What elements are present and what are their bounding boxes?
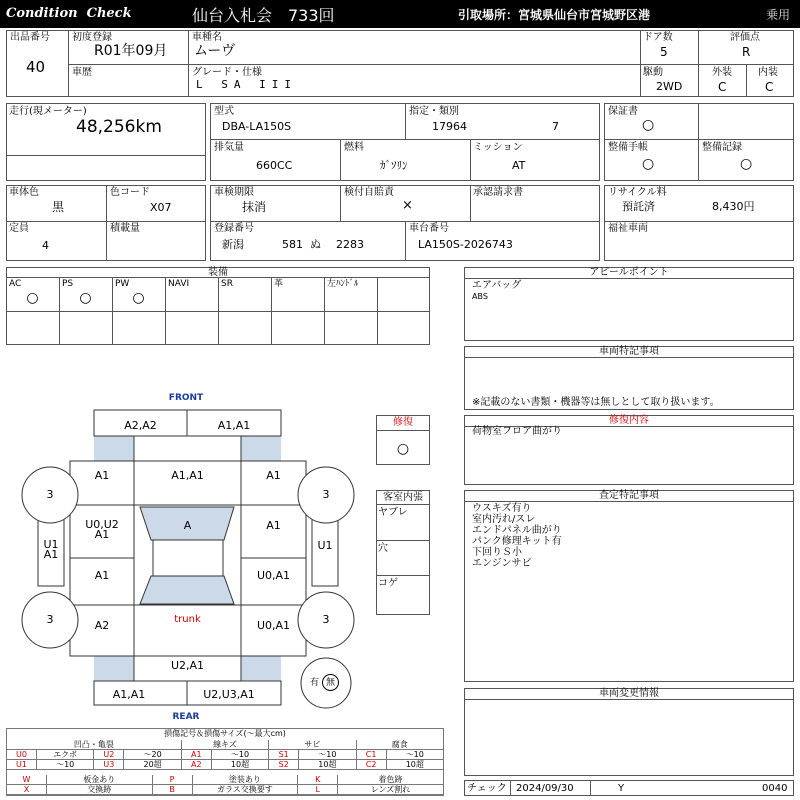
recycle-fee: 8,430円 — [712, 200, 755, 213]
mark-trunk-panel: U2,A1 — [170, 659, 205, 672]
appraisal-line: 下回りＳ小 — [472, 547, 522, 558]
cabin-title: 客室内張 — [383, 492, 423, 503]
repair-label: 修復 — [393, 417, 413, 428]
appeal-title: アピールポイント — [589, 267, 669, 278]
mark-fender-fr: A1 — [266, 469, 281, 482]
drive-value: 2WD — [656, 80, 683, 93]
mark-door-rl: A1 — [94, 569, 110, 582]
rear-label: REAR — [172, 712, 200, 722]
legend-desc: エクボ — [37, 750, 94, 760]
fuel-label: 燃料 — [344, 142, 364, 153]
trunk-label: trunk — [174, 614, 201, 625]
plate-label: 登録番号 — [214, 223, 254, 234]
mark-door-fr: A1 — [266, 519, 281, 532]
mission-value: AT — [512, 159, 526, 172]
appraisal-line: 室内汚れ/スレ — [472, 514, 536, 525]
doors-value: 5 — [660, 45, 668, 59]
mark-front-left: A2,A2 — [124, 419, 157, 432]
check-panel — [464, 780, 794, 796]
displacement-label: 排気量 — [214, 142, 244, 153]
mark-door-rr: U0,A1 — [256, 569, 291, 582]
legend-desc: レンズ割れ — [338, 785, 444, 795]
appraisal-line: エンドパネル曲がり — [472, 525, 562, 536]
legend-desc: 〜10 — [387, 750, 444, 760]
legend-code: K — [298, 775, 338, 785]
recycle-status: 預託済 — [622, 200, 655, 213]
repair-content-text: 荷物室フロア曲がり — [472, 426, 562, 437]
car-name-value: ムーヴ — [194, 43, 236, 59]
model-value: DBA-LA150S — [222, 120, 292, 133]
interior-value: C — [765, 80, 774, 94]
spare-has-label: 有 — [310, 678, 320, 688]
record-label: 整備記録 — [702, 142, 742, 153]
appraisal-line: パンク修理キット有 — [472, 536, 562, 547]
cabin-item: ヤブレ — [378, 507, 408, 518]
legend-group: 線キズ — [182, 740, 269, 750]
drive-label: 駆動 — [643, 67, 663, 78]
cabin-item: 穴 — [378, 543, 388, 554]
legend-desc: 20超 — [124, 760, 181, 770]
legend-desc: 10超 — [299, 760, 356, 770]
legend-desc: 板金あり — [47, 775, 153, 785]
mark-door-fl: U0,U2 A1 — [85, 518, 119, 541]
equipment-item-name: NAVI — [168, 279, 190, 289]
classification-value: 7 — [552, 120, 559, 133]
legend-code: S1 — [269, 750, 299, 760]
rating-value: R — [742, 45, 751, 59]
first-reg-label: 初度登録 — [72, 32, 112, 43]
mark-side-right: U1 — [317, 539, 333, 552]
car-name-label: 車種名 — [192, 32, 222, 43]
mission-label: ミッション — [473, 142, 523, 153]
first-reg-value: R01年09月 — [94, 43, 168, 59]
legend-code: U1 — [7, 760, 37, 770]
check-label: チェック — [467, 783, 507, 794]
repair-value: ○ — [396, 441, 410, 457]
legend-group: サビ — [269, 740, 356, 750]
legend-code: A1 — [182, 750, 212, 760]
load-label: 積載量 — [110, 223, 140, 234]
special-title: 車両特記事項 — [599, 346, 659, 357]
approval-label: 承認請求書 — [473, 187, 523, 198]
equipment-item-value: ○ — [132, 290, 145, 306]
legend-desc: 〜10 — [37, 760, 94, 770]
manual-value: ○ — [642, 156, 655, 172]
mark-rear-left: A1,A1 — [112, 688, 146, 701]
welfare-label: 福祉車両 — [608, 223, 648, 234]
equipment-item-value: ○ — [26, 290, 39, 306]
doors-label: ドア数 — [643, 32, 673, 43]
appraisal-title: 査定特記事項 — [599, 490, 659, 501]
special-note: ※記載のない書類・機器等は無しとして取り扱います。 — [472, 397, 720, 408]
mark-wheel-fl: 3 — [46, 488, 54, 501]
legend-code: W — [7, 775, 47, 785]
legend-desc: 〜10 — [299, 750, 356, 760]
fuel-value: ｶﾞｿﾘﾝ — [380, 159, 408, 172]
legend-title: 損傷記号＆損傷サイズ(〜最大cm) — [164, 729, 286, 738]
history-label: 車歴 — [72, 67, 92, 78]
exterior-label: 外装 — [712, 67, 732, 78]
mark-front-right: A1,A1 — [217, 419, 251, 432]
legend-code: A2 — [182, 760, 212, 770]
capacity-label: 定員 — [9, 223, 29, 234]
legend-code: P — [153, 775, 193, 785]
plate-class: 581 — [282, 238, 303, 251]
appraisal-line: ウスキズ有り — [472, 503, 532, 514]
category: 乗用 — [766, 8, 791, 22]
recycle-label: リサイクル料 — [608, 187, 667, 198]
grade-label: グレード・仕様 — [192, 67, 262, 78]
pickup-location: 引取場所：宮城県仙台市宮城野区港 — [458, 8, 651, 22]
equipment-item-value: ○ — [79, 290, 92, 306]
mark-wheel-rl: 3 — [46, 613, 54, 626]
color-label: 車体色 — [9, 187, 39, 198]
legend-code: U2 — [94, 750, 124, 760]
cabin-item: コゲ — [378, 578, 398, 589]
legend-desc: ガラス交換要す — [193, 785, 299, 795]
color-value: 黒 — [52, 200, 65, 214]
plate-kana: ぬ — [310, 238, 321, 251]
chassis-label: 車台番号 — [409, 223, 449, 234]
color-code-value: X07 — [150, 201, 172, 214]
mark-windshield: A — [183, 519, 192, 532]
brand-logo: Condition Check — [6, 6, 132, 21]
legend-code: X — [7, 785, 47, 795]
change-title: 車両変更情報 — [599, 688, 659, 699]
check-date: 2024/09/30 — [516, 783, 574, 794]
mark-quarter-rr: U0,A1 — [256, 619, 291, 632]
equipment-item-name: PS — [62, 279, 74, 289]
check-number: 0040 — [762, 783, 788, 794]
mark-side-left: U1 A1 — [43, 538, 59, 561]
equipment-item-name: PW — [115, 279, 130, 289]
equipment-item-name: 左ﾊﾝﾄﾞﾙ — [327, 279, 359, 289]
warranty-value: ○ — [642, 117, 655, 133]
legend-desc: 〜20 — [124, 750, 181, 760]
equipment-item-name: AC — [9, 279, 22, 289]
legend-desc: 着色跡 — [338, 775, 444, 785]
equipment-item-name: SR — [221, 279, 233, 289]
legend-code: U3 — [94, 760, 124, 770]
appeal-line: エアバッグ — [472, 280, 522, 291]
front-label: FRONT — [168, 393, 204, 403]
equipment-item-name: 革 — [274, 279, 284, 289]
legend-desc: 10超 — [212, 760, 269, 770]
mark-hood: A1,A1 — [171, 469, 204, 482]
appraisal-line: エンジンサビ — [472, 558, 532, 569]
change-panel — [464, 688, 794, 776]
legend-code: S2 — [269, 760, 299, 770]
mark-rear-right: U2,U3,A1 — [203, 688, 255, 701]
plate-number: 2283 — [336, 238, 364, 251]
interior-label: 内装 — [758, 67, 778, 78]
legend-desc: 交換跡 — [47, 785, 153, 795]
check-code: Y — [618, 783, 625, 794]
model-label: 型式 — [214, 106, 234, 117]
lot-number: 40 — [26, 58, 46, 76]
legend-code: B — [153, 785, 193, 795]
mileage-value: 48,256km — [76, 117, 162, 137]
mileage-label: 走行(現メーター) — [9, 106, 87, 117]
mark-fender-fl: A1 — [94, 469, 110, 482]
record-value: ○ — [740, 156, 753, 172]
designation-label: 指定・類別 — [409, 106, 459, 117]
legend-code: C1 — [357, 750, 387, 760]
repair-content-title: 修復内容 — [609, 415, 649, 426]
insurance-label: 検付自賠責 — [344, 187, 394, 198]
legend-code: C2 — [357, 760, 387, 770]
grade-value: L SA III — [196, 78, 297, 91]
inspection-value: 抹消 — [242, 200, 267, 214]
chassis-value: LA150S-2026743 — [418, 238, 513, 251]
mark-wheel-rr: 3 — [322, 613, 330, 626]
plate-area: 新潟 — [222, 238, 244, 251]
legend-code: L — [298, 785, 338, 795]
insurance-value: × — [402, 198, 413, 213]
legend-group: 腐食 — [357, 740, 444, 750]
inspection-label: 車検期限 — [214, 187, 254, 198]
mark-quarter-rl: A2 — [94, 619, 110, 632]
equipment-title: 装備 — [208, 267, 228, 278]
designation-value: 17964 — [432, 120, 467, 133]
auction-title: 仙台入札会 733回 — [192, 6, 335, 25]
legend-desc: 10超 — [387, 760, 444, 770]
spare-none-label: 無 — [325, 678, 335, 688]
rating-label: 評価点 — [730, 32, 760, 43]
capacity-value: 4 — [42, 239, 49, 252]
manual-label: 整備手帳 — [608, 142, 648, 153]
legend-desc: 〜10 — [212, 750, 269, 760]
appeal-line: ABS — [472, 292, 488, 301]
warranty-label: 保証書 — [608, 106, 638, 117]
legend-code: U0 — [7, 750, 37, 760]
mark-wheel-fr: 3 — [322, 488, 330, 501]
legend-group: 凹凸・亀裂 — [7, 740, 182, 750]
color-code-label: 色コード — [110, 187, 150, 198]
legend-desc: 塗装あり — [193, 775, 299, 785]
lot-label: 出品番号 — [10, 32, 50, 43]
exterior-value: C — [718, 80, 727, 94]
displacement-value: 660CC — [256, 159, 293, 172]
